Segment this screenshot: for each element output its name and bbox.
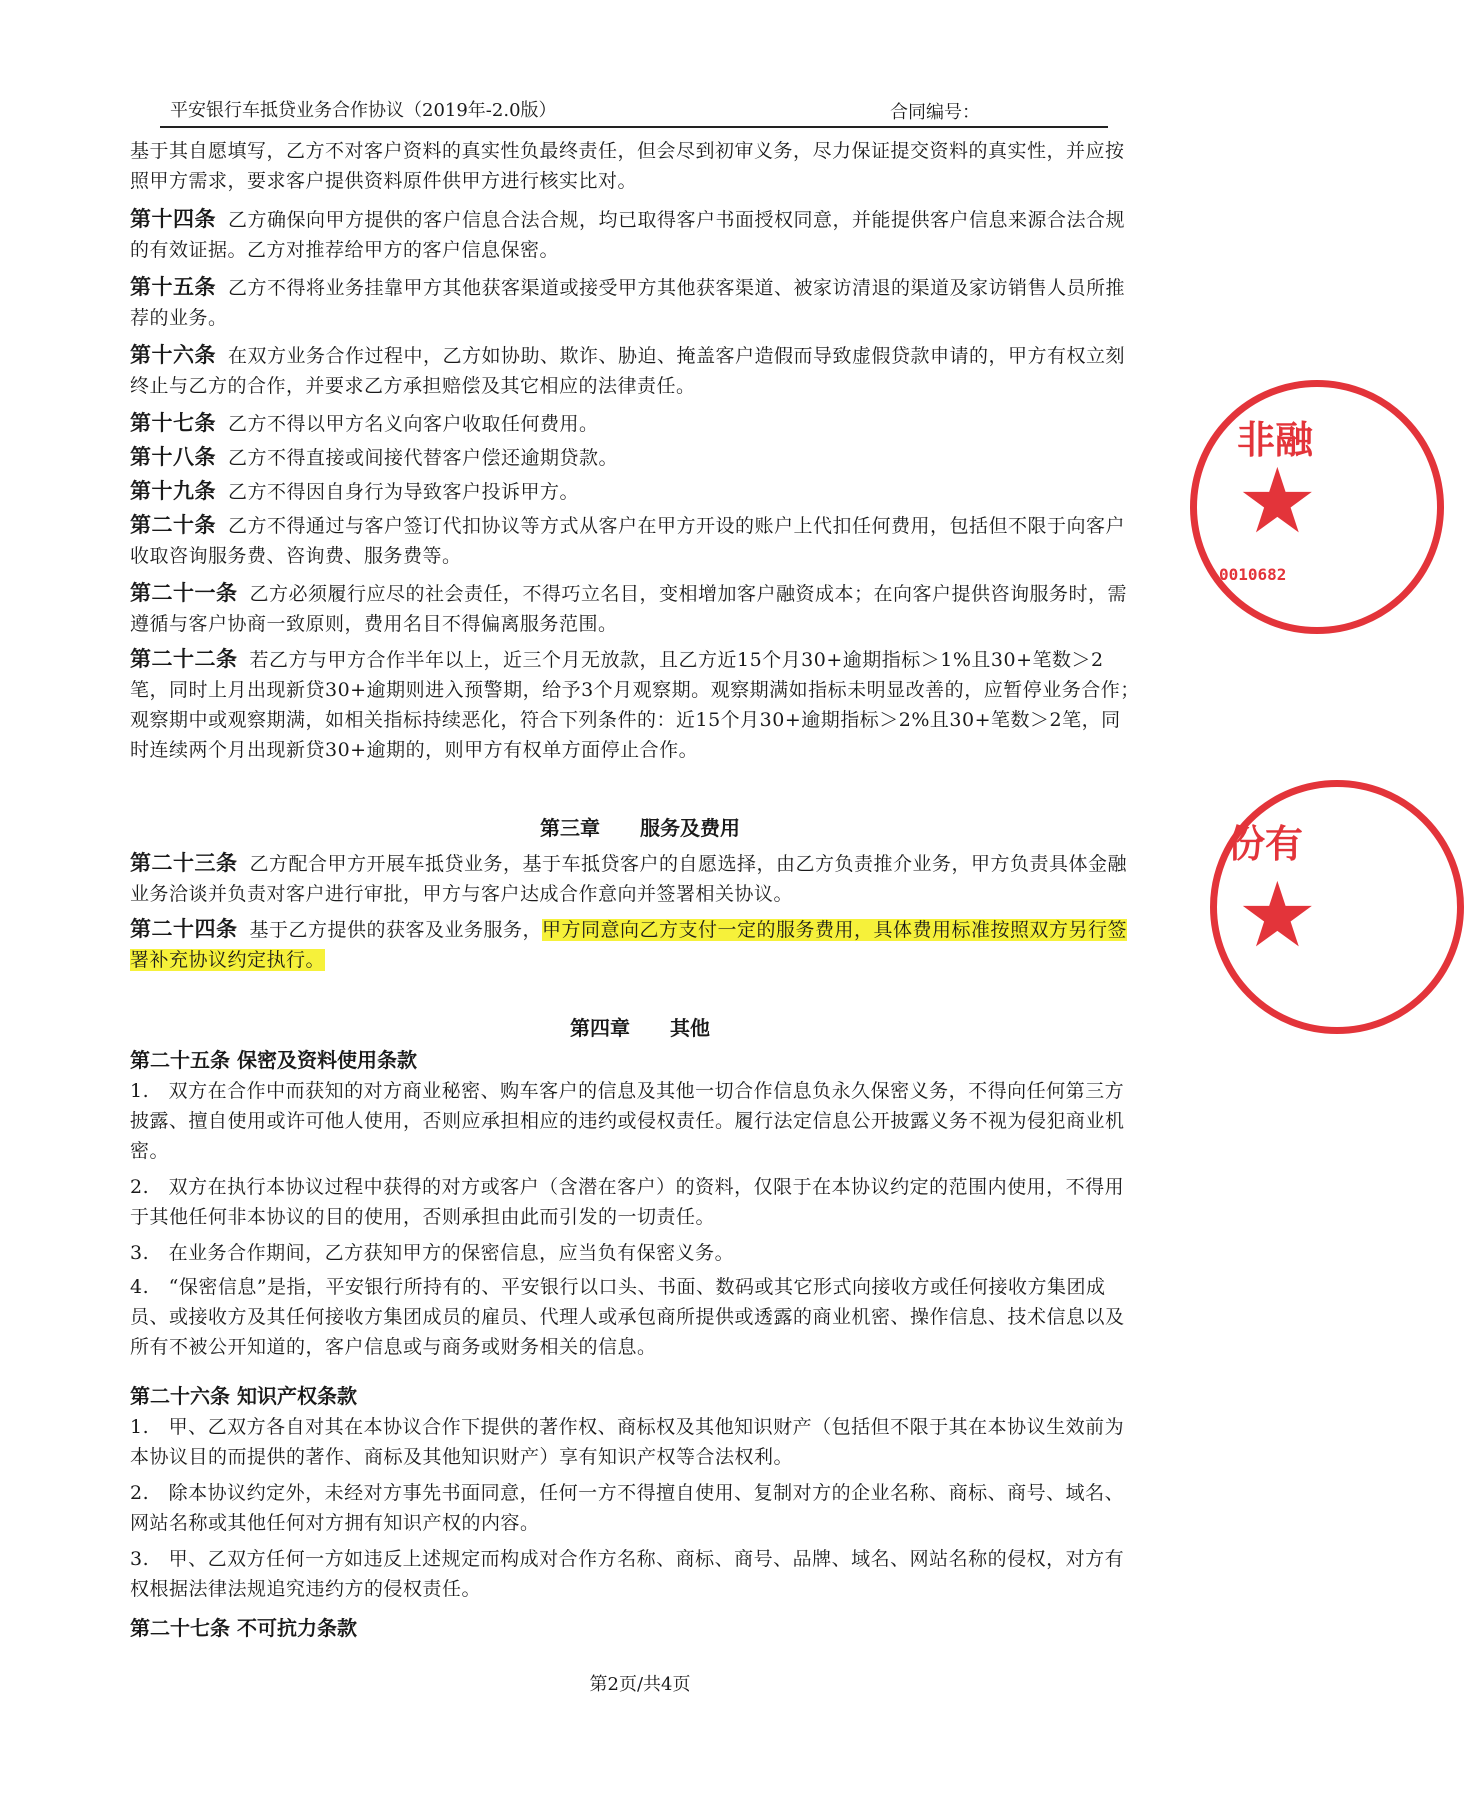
article-22: 第二十二条 若乙方与甲方合作半年以上，近三个月无放款，且乙方近15个月30+逾期指标＞1%且30+笔数＞2笔，同时上月出现新贷30+逾期则进入预警期，给予3个月观察期。观察期满如指标未明显改善的，应暂停业务合作；观察期中或观察期满，如相关指标持续恶化，符合下列条件的：近15个月30+逾期指标＞2%且30+笔数＞2笔，同时连续两个月出现新贷30+逾期的，则甲方有权单方面停止合作。 (130, 646, 1140, 761)
article-21: 第二十一条 乙方必须履行应尽的社会责任，不得巧立名目，变相增加客户融资成本；在向客户提供咨询服务时，需遵循与客户协商一致原则，费用名目不得偏离服务范围。 (130, 580, 1128, 635)
article-17: 第十七条 乙方不得以甲方名义向客户收取任何费用。 (130, 410, 599, 435)
article-25-item-4: 4. “保密信息”是指，平安银行所持有的、平安银行以口头、书面、数码或其它形式向接收方或任何接收方集团成员、或接收方及其任何接收方集团成员的雇员、代理人或承包商所提供或透露的商业机密、操作信息、技术信息以及所有不被公开知道的，客户信息或与商务或财务相关的信息。 (130, 1276, 1125, 1358)
article-number: 第二十四条 (130, 916, 238, 941)
article-27-heading: 第二十七条 不可抗力条款 (130, 1616, 357, 1640)
article-number: 第十七条 (130, 410, 216, 435)
article-number: 第二十三条 (130, 850, 238, 875)
star-icon: ★ (1237, 863, 1318, 968)
article-26-item-2: 2. 除本协议约定外，未经对方事先书面同意，任何一方不得擅自使用、复制对方的企业名称、商标、商号、域名、网站名称或其他任何对方拥有知识产权的内容。 (130, 1482, 1125, 1534)
article-20: 第二十条 乙方不得通过与客户签订代扣协议等方式从客户在甲方开设的账户上代扣任何费用，包括但不限于向客户收取咨询服务费、咨询费、服务费等。 (130, 512, 1126, 567)
article-number: 第二十条 (130, 512, 216, 537)
company-seal-stamp: 非融 ★ 0010682 (1190, 380, 1444, 634)
article-16: 第十六条 在双方业务合作过程中，乙方如协助、欺诈、胁迫、掩盖客户造假而导致虚假贷款申请的，甲方有权立刻终止与乙方的合作，并要求乙方承担赔偿及其它相应的法律责任。 (130, 342, 1126, 397)
company-seal-stamp: 份有 ★ (1210, 780, 1464, 1034)
article-25-heading: 第二十五条 保密及资料使用条款 (130, 1048, 417, 1072)
article-number: 第十九条 (130, 478, 216, 503)
page-number: 第2页/共4页 (589, 1674, 691, 1695)
article-number: 第二十一条 (130, 580, 238, 605)
document-header (160, 96, 1108, 128)
article-25-item-1: 1. 双方在合作中而获知的对方商业秘密、购车客户的信息及其他一切合作信息负永久保密义务，不得向任何第三方披露、擅自使用或许可他人使用，否则应承担相应的违约或侵权责任。履行法定信息公开披露义务不视为侵犯商业机密。 (130, 1080, 1125, 1162)
article-23: 第二十三条 乙方配合甲方开展车抵贷业务，基于车抵贷客户的自愿选择，由乙方负责推介业务，甲方负责具体金融业务洽谈并负责对客户进行审批，甲方与客户达成合作意向并签署相关协议。 (130, 850, 1128, 905)
highlighted-text: 甲方同意向乙方支付一定的服务费用，具体费用标准按照双方另行签署补充协议约定执行。 (130, 919, 1128, 971)
article-26-item-1: 1. 甲、乙双方各自对其在本协议合作下提供的著作权、商标权及其他知识财产（包括但不限于其在本协议生效前为本协议目的而提供的著作、商标及其他知识财产）享有知识产权等合法权利。 (130, 1416, 1125, 1468)
article-15: 第十五条 乙方不得将业务挂靠甲方其他获客渠道或接受甲方其他获客渠道、被家访清退的渠道及家访销售人员所推荐的业务。 (130, 274, 1126, 329)
article-number: 第十八条 (130, 444, 216, 469)
article-19: 第十九条 乙方不得因自身行为导致客户投诉甲方。 (130, 478, 580, 503)
article-number: 第二十二条 (130, 646, 238, 671)
article-number: 第十六条 (130, 342, 216, 367)
chapter-3-heading: 第三章 服务及费用 (540, 816, 740, 840)
chapter-4-heading: 第四章 其他 (570, 1016, 710, 1040)
article-14: 第十四条 乙方确保向甲方提供的客户信息合法合规，均已取得客户书面授权同意，并能提供客户信息来源合法合规的有效证据。乙方对推荐给甲方的客户信息保密。 (130, 206, 1126, 261)
article-number: 第十四条 (130, 206, 216, 231)
paragraph-continuation: 基于其自愿填写，乙方不对客户资料的真实性负最终责任，但会尽到初审义务，尽力保证提交资料的真实性，并应按照甲方需求，要求客户提供资料原件供甲方进行核实比对。 (130, 140, 1125, 192)
article-number: 第十五条 (130, 274, 216, 299)
article-25-item-2: 2. 双方在执行本协议过程中获得的对方或客户（含潜在客户）的资料，仅限于在本协议约定的范围内使用，不得用于其他任何非本协议的目的使用，否则承担由此而引发的一切责任。 (130, 1176, 1125, 1228)
article-24: 第二十四条 基于乙方提供的获客及业务服务，甲方同意向乙方支付一定的服务费用，具体费用标准按照双方另行签署补充协议约定执行。 (130, 916, 1128, 971)
article-26-heading: 第二十六条 知识产权条款 (130, 1384, 357, 1408)
star-icon: ★ (1237, 449, 1318, 554)
article-25-item-3: 3. 在业务合作期间，乙方获知甲方的保密信息，应当负有保密义务。 (130, 1242, 735, 1264)
contract-number-label: 合同编号： (890, 102, 980, 123)
article-26-item-3: 3. 甲、乙双方任何一方如违反上述规定而构成对合作方名称、商标、商号、品牌、域名、网站名称的侵权，对方有权根据法律法规追究违约方的侵权责任。 (130, 1548, 1125, 1600)
agreement-title: 平安银行车抵贷业务合作协议（2019年-2.0版） (170, 100, 557, 121)
article-18: 第十八条 乙方不得直接或间接代替客户偿还逾期贷款。 (130, 444, 619, 469)
